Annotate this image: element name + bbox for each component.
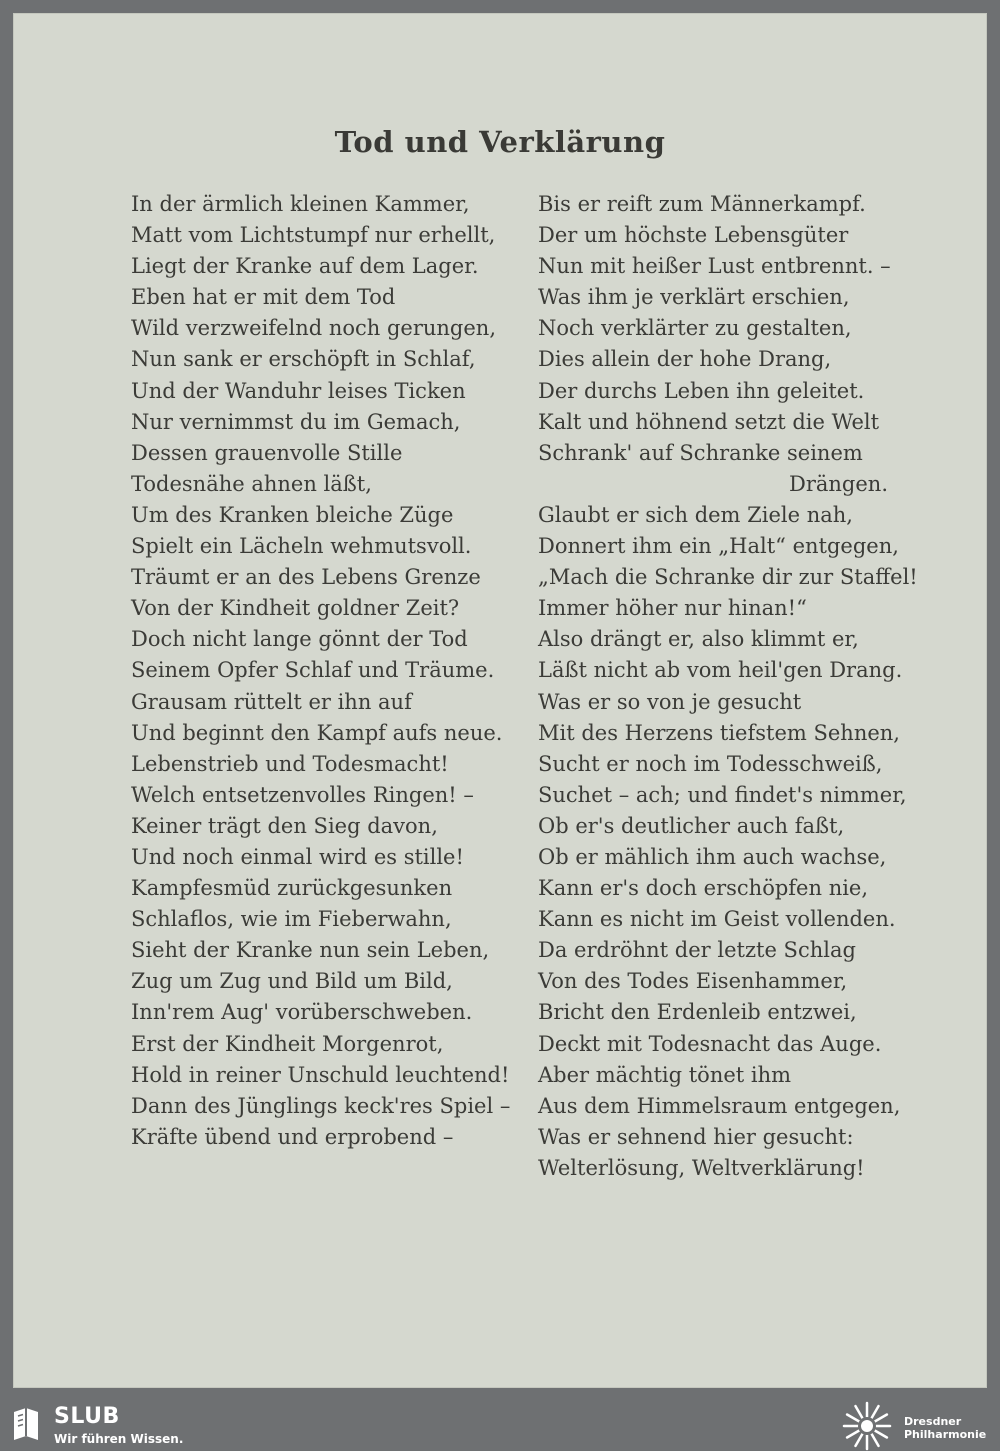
poem-right-column <box>538 189 918 1184</box>
verse-line: Inn'rem Aug' vorüberschweben. <box>131 1000 473 1025</box>
verse-line: Der durchs Leben ihn geleitet. <box>538 378 865 403</box>
verse-line: In der ärmlich kleinen Kammer, <box>131 192 470 216</box>
verse-line: Lebenstrieb und Todesmacht! <box>131 751 449 776</box>
book-icon[interactable] <box>12 1406 40 1442</box>
sunburst-logo-icon[interactable] <box>840 1401 894 1451</box>
verse-line: Grausam rüttelt er ihn auf <box>131 689 412 714</box>
verse-line: Aber mächtig tönet ihm <box>538 1062 792 1087</box>
verse-line: Kräfte übend und erprobend – <box>131 1124 454 1149</box>
verse-line: Kalt und höhnend setzt die Welt <box>538 409 880 434</box>
verse-line: Träumt er an des Lebens Grenze <box>131 565 481 590</box>
verse-line: Doch nicht lange gönnt der Tod <box>131 627 468 652</box>
verse-line: Dies allein der hohe Drang, <box>538 347 832 372</box>
verse-line: Todesnähe ahnen läßt, <box>131 471 372 496</box>
verse-line: Was ihm je verklärt erschien, <box>538 285 850 310</box>
verse-line: Mit des Herzens tiefstem Sehnen, <box>538 720 900 745</box>
verse-line: Und beginnt den Kampf aufs neue. <box>131 720 503 745</box>
library-name[interactable]: SLUB <box>54 1404 120 1429</box>
verse-line: Um des Kranken bleiche Züge <box>131 502 454 527</box>
poem-title: Tod und Verklärung <box>334 125 666 159</box>
verse-line: Immer höher nur hinan!“ <box>538 596 807 621</box>
verse-line: Da erdröhnt der letzte Schlag <box>538 938 856 963</box>
verse-line: Ob er mählich ihm auch wachse, <box>538 844 887 869</box>
verse-line: Donnert ihm ein „Halt“ entgegen, <box>538 534 899 559</box>
verse-line: Zug um Zug und Bild um Bild, <box>131 969 453 994</box>
verse-line: Nur vernimmst du im Gemach, <box>131 409 461 434</box>
partner-name <box>904 1415 986 1441</box>
footer-bar <box>0 1400 1000 1451</box>
partner-name-line1: Dresdner <box>904 1415 962 1428</box>
verse-line: Bis er reift zum Männerkampf. <box>538 192 866 216</box>
verse-line: Also drängt er, also klimmt er, <box>538 627 859 652</box>
verse-line: Hold in reiner Unschuld leuchtend! <box>131 1062 510 1087</box>
verse-line: Nun mit heißer Lust entbrennt. – <box>538 254 891 279</box>
verse-line: Kampfesmüd zurückgesunken <box>131 876 453 901</box>
verse-line: Aus dem Himmelsraum entgegen, <box>538 1093 901 1118</box>
poem-left-column <box>131 189 511 1153</box>
verse-line: Sucht er noch im Todesschweiß, <box>538 751 883 776</box>
verse-line: Noch verklärter zu gestalten, <box>538 316 852 341</box>
verse-line: Suchet – ach; und findet's nimmer, <box>538 782 907 807</box>
verse-line: Was er so von je gesucht <box>538 689 802 714</box>
verse-line: Glaubt er sich dem Ziele nah, <box>538 502 853 527</box>
verse-line: Der um höchste Lebensgüter <box>538 223 849 248</box>
partner-name-line2: Philharmonie <box>904 1428 987 1441</box>
verse-line: Läßt nicht ab vom heil'gen Drang. <box>538 658 903 683</box>
verse-line: Dann des Jünglings keck'res Spiel – <box>131 1093 511 1118</box>
verse-line: „Mach die Schranke dir zur Staffel! <box>538 565 918 590</box>
verse-line: Wild verzweifelnd noch gerungen, <box>131 316 496 341</box>
verse-line: Keiner trägt den Sieg davon, <box>131 813 438 838</box>
verse-line: Dessen grauenvolle Stille <box>131 440 403 465</box>
verse-line: Kann er's doch erschöpfen nie, <box>538 876 869 901</box>
verse-line: Und noch einmal wird es stille! <box>131 844 464 869</box>
verse-line: Schlaflos, wie im Fieberwahn, <box>131 907 452 932</box>
verse-line: Schrank' auf Schranke seinem <box>538 440 863 465</box>
verse-line: Deckt mit Todesnacht das Auge. <box>538 1031 882 1056</box>
verse-line: Seinem Opfer Schlaf und Träume. <box>131 658 495 683</box>
verse-line: Welch entsetzenvolles Ringen! – <box>131 782 474 807</box>
verse-line: Ob er's deutlicher auch faßt, <box>538 813 845 838</box>
verse-line-continuation: Drängen. <box>789 471 888 496</box>
document-page <box>13 13 987 1388</box>
verse-line: Liegt der Kranke auf dem Lager. <box>131 254 479 279</box>
verse-line: Kann es nicht im Geist vollenden. <box>538 907 896 932</box>
verse-line: Bricht den Erdenleib entzwei, <box>538 1000 857 1025</box>
verse-line: Und der Wanduhr leises Ticken <box>131 378 466 403</box>
verse-line: Welterlösung, Weltverklärung! <box>538 1155 865 1180</box>
verse-line: Matt vom Lichtstumpf nur erhellt, <box>131 223 496 248</box>
library-slogan: Wir führen Wissen. <box>54 1432 184 1446</box>
verse-line: Spielt ein Lächeln wehmutsvoll. <box>131 534 472 559</box>
verse-line: Erst der Kindheit Morgenrot, <box>131 1031 444 1056</box>
verse-line: Sieht der Kranke nun sein Leben, <box>131 938 490 963</box>
verse-line: Eben hat er mit dem Tod <box>131 285 396 310</box>
verse-line: Nun sank er erschöpft in Schlaf, <box>131 347 476 372</box>
verse-line: Von der Kindheit goldner Zeit? <box>131 596 460 621</box>
verse-line: Von des Todes Eisenhammer, <box>538 969 848 994</box>
verse-line: Was er sehnend hier gesucht: <box>538 1124 854 1149</box>
